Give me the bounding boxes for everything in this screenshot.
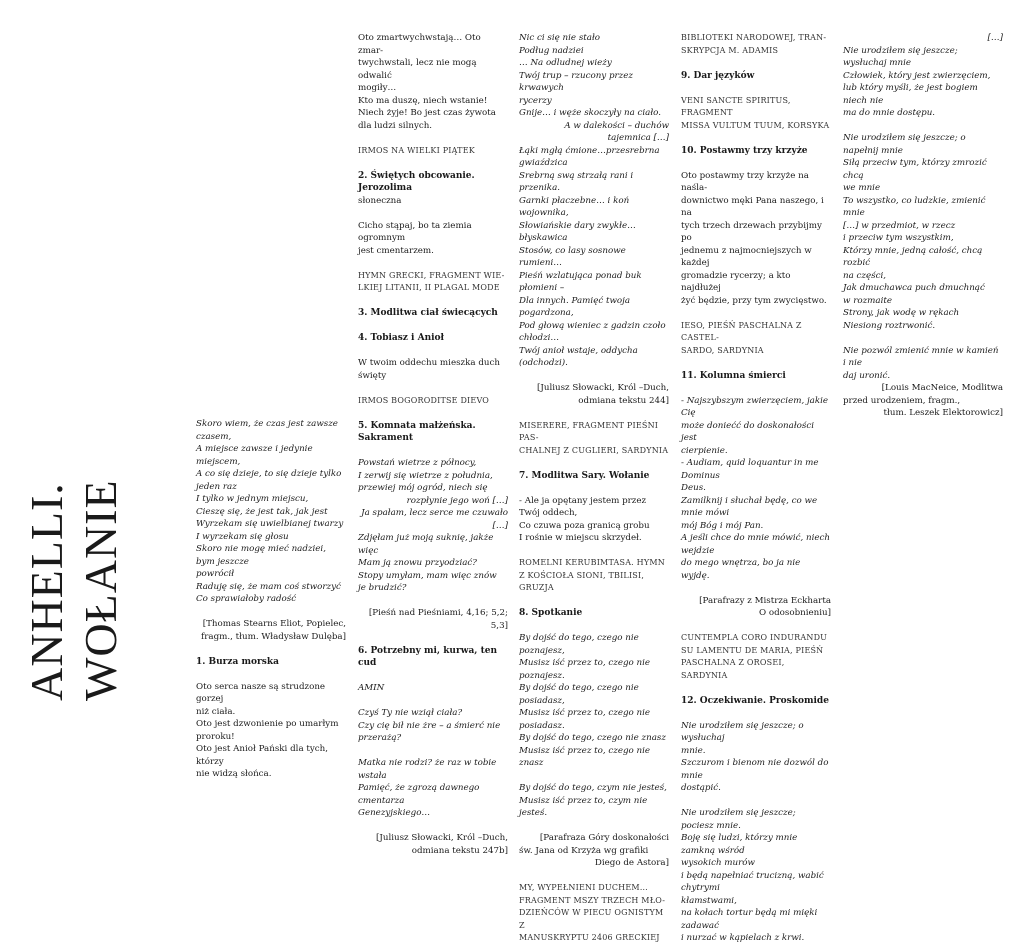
text-line: O odosobnieniu] (758, 608, 831, 618)
text-line: By dojść do tego, czego nie poznajesz, (519, 633, 639, 656)
text-line: i będą napełniać trucizną, wabić chytrymi (681, 870, 824, 893)
text-line: święty (358, 370, 387, 381)
text-line: Strony, jak wodę w rękach (843, 308, 960, 318)
text-line: Co czuwa poza granicą grobu (519, 520, 650, 531)
text-line: mogiły… (358, 83, 397, 93)
text-line: Oto jest Anioł Pański dla tych, którzy (196, 744, 329, 767)
text-line: I rośnie w miejscu skrzydeł. (519, 533, 642, 543)
blank-line (681, 682, 831, 695)
blank-line (358, 157, 508, 170)
blank-line (358, 345, 508, 358)
text-line: Nie pozwól zmienić mnie w kamień i nie (843, 345, 999, 368)
text-line: MY, WYPEŁNIENI DUCHEM… (519, 883, 648, 892)
text-line: 6. Potrzebny mi, kurwa, ten cud (358, 645, 497, 668)
text-line: w rozmaite (843, 295, 892, 306)
text-line: Człowiek, który jest zwierzęciem, (843, 70, 991, 81)
text-line: Pamięć, że zgrozą dawnego cmentarza (358, 783, 480, 806)
text-line: Ja spałam, lecz serce me czuwało […] (361, 508, 508, 531)
text-line: Słowiańskie dary zwykłe… błyskawica (519, 220, 636, 243)
text-line: tych trzech drzewach przybijmy po (681, 220, 822, 243)
text-line: do mego wnętrza, bo ja nie wyjdę. (681, 558, 801, 581)
title-line-1: ANHELLI. (21, 482, 72, 701)
text-line: Szczurom i bienom nie dozwól do mnie (681, 758, 829, 781)
blank-line (681, 620, 831, 633)
text-line: Oto serca nasze są strudzone gorzej (196, 681, 326, 704)
blank-line (843, 332, 1003, 345)
blank-line (519, 370, 669, 383)
text-line: CUNTEMPLA CORO INDURANDU (681, 633, 828, 642)
text-line: A co się dzieje, to się dzieje tylko jeden raz (196, 469, 342, 492)
blank-line (681, 382, 831, 395)
text-line: Nie urodziłem się jeszcze; pociesz mnie. (681, 808, 796, 831)
text-line: SKRYPCJA M. ADAMIS (681, 45, 779, 55)
text-line: niż ciała. (196, 706, 236, 717)
blank-line (358, 445, 508, 458)
blank-line (358, 695, 508, 708)
text-line: 2. Świętych obcowanie. Jerozolima (358, 170, 475, 193)
title-line-2: WOŁANIE (75, 479, 126, 701)
text-line: jest cmentarzem. (358, 245, 434, 256)
text-line: odmiana tekstu 244] (578, 395, 669, 406)
blank-line (519, 545, 669, 558)
text-line: BIBLIOTEKI NARODOWEJ, TRAN- (681, 33, 827, 42)
text-line: na kołach tortur będą mi mięki zadawać (681, 908, 818, 931)
text-line: Czyś Ty nie wziął ciała? (358, 708, 463, 718)
text-line: ma do mnie dostępu. (843, 108, 936, 118)
text-line: 7. Modlitwa Sary. Wołanie (519, 470, 650, 481)
text-line: W twoim oddechu mieszka duch (358, 358, 500, 368)
text-line: powrócił (196, 569, 235, 579)
text-line: 3. Modlitwa ciał świecących (358, 308, 498, 318)
text-line: Genezyjskiego… (358, 808, 431, 818)
text-line: Oto jest dzwonienie po umarłym (196, 719, 339, 729)
text-line: dostąpić. (681, 783, 721, 793)
text-line: […] w przedmiot, w rzecz (843, 220, 956, 231)
text-line: I tylko w jednym miejscu, (196, 494, 309, 504)
text-line: downictwo męki Pana naszego, i na (681, 195, 824, 218)
blank-line (681, 357, 831, 370)
text-line: Cicho stąpaj, bo ta ziemia ogromnym (358, 220, 472, 243)
text-line: Cieszę się, że jest tak, jak jest (196, 506, 328, 517)
text-line: Twój oddech, (519, 508, 578, 518)
text-line: [Parafrazy z Mistrza Eckharta (699, 595, 831, 606)
blank-line (681, 582, 831, 595)
text-line: Twój trup – rzucony przez krwawych (519, 70, 633, 93)
text-line: św. Jana od Krzyża wg grafiki (519, 845, 649, 856)
text-line: To wszystko, co ludzkie, zmienić mnie (843, 195, 986, 218)
text-line: Musisz iść przez to, czego nie znasz (519, 745, 651, 768)
text-line: 11. Kolumna śmierci (681, 370, 786, 381)
text-line: 9. Dar języków (681, 70, 755, 81)
text-line: cierpienie. (681, 445, 728, 456)
blank-line (358, 132, 508, 145)
text-line: przed urodzeniem, fragm., (843, 395, 961, 406)
text-line: [Juliusz Słowacki, Król –Duch, (375, 833, 508, 843)
text-line: Łąki mgłą ćmione…przesrebrna (519, 145, 660, 156)
blank-line (681, 307, 831, 320)
text-line: ROMELNI KERUBIMTASA. HYMN (519, 558, 665, 567)
text-line: odmiana tekstu 247b] (411, 845, 508, 856)
text-line: gromadzie rycerzy; a kto najdłużej (681, 270, 791, 293)
blank-line (358, 320, 508, 333)
text-line: Niesiong roztrwonić. (843, 320, 936, 331)
text-line: 1. Burza morska (196, 656, 279, 667)
text-line: Stopy umyłam, mam więc znów (358, 570, 497, 581)
text-line: nie widzą słońca. (196, 769, 272, 779)
text-line: [Juliusz Słowacki, Król –Duch, (536, 383, 669, 393)
blank-line (196, 643, 346, 656)
text-line: DZIEŃCÓW W PIECU OGNISTYM Z (519, 908, 664, 930)
blank-line (519, 620, 669, 633)
text-line: HYMN GRECKI, FRAGMENT WIE- (358, 270, 505, 280)
text-line: MANUSKRYPTU 2406 GRECKIEJ (519, 933, 660, 942)
text-line: we mnie (843, 183, 881, 193)
text-line: Skoro wiem, że czas jest zawsze czasem, (196, 419, 338, 442)
text-line: Boję się ludzi, którzy mnie zamkną wśród (681, 833, 798, 856)
text-line: Nie urodziłem się jeszcze; wysłuchaj mnie (843, 45, 958, 68)
blank-line (681, 707, 831, 720)
text-line: Czy cię bił nie żre – a śmierć nie (358, 720, 501, 731)
text-line: Nie urodziłem się jeszcze; o napełnij mnie (843, 133, 966, 156)
text-column-1 (196, 418, 346, 781)
text-line: [Thomas Stearns Eliot, Popielec, (202, 619, 346, 629)
text-line: Nic ci się nie stało (519, 33, 601, 43)
text-line: AMIN (358, 683, 385, 693)
text-line: 5. Komnata małżeńska. Sakrament (358, 420, 476, 443)
text-line: PASCHALNA Z OROSEI, SARDYNIA (681, 658, 785, 680)
text-line: By dojść do tego, czym nie jesteś, (519, 783, 667, 793)
page-title (20, 479, 128, 701)
text-line: wysokich murów (681, 858, 755, 868)
text-line: IESO, PIEŚŃ PASCHALNA Z CASTEL- (681, 320, 802, 342)
blank-line (519, 870, 669, 883)
blank-line (358, 257, 508, 270)
text-line: [Pieśń nad Pieśniami, 4,16; 5,2; 5,3] (368, 608, 508, 631)
blank-line (358, 820, 508, 833)
blank-line (843, 120, 1003, 133)
text-line: Oto zmartwychwstają… Oto zmar- (358, 33, 481, 56)
text-line: SU LAMENTU DE MARIA, PIEŚŃ (681, 645, 824, 655)
text-line: IRMOS NA WIELKI PIĄTEK (358, 145, 475, 155)
text-line: By dojść do tego, czego nie posiadasz, (519, 683, 639, 706)
text-line: mnie. (681, 745, 706, 756)
blank-line (519, 770, 669, 783)
text-line: A miejsce zawsze i jedynie miejscem, (196, 444, 313, 467)
blank-line (358, 670, 508, 683)
blank-line (358, 407, 508, 420)
text-line: Garnki płaczebne… i koń wojownika, (519, 195, 630, 218)
blank-line (681, 132, 831, 145)
text-line: - Audiam, quid loquantur in me Dominus (681, 458, 819, 481)
text-line: Raduję się, że mam coś stworzyć (196, 581, 341, 592)
blank-line (519, 482, 669, 495)
text-line: dla ludzi silnych. (358, 120, 433, 131)
text-line: Oto postawmy trzy krzyże na naśla- (681, 170, 809, 193)
text-line: Nie urodziłem się jeszcze; o wysłuchaj (681, 720, 804, 743)
text-line: A w dalekości – duchów tajemnica […] (564, 120, 669, 143)
text-line: Dla innych. Pamięć twoja pogardzona, (519, 295, 630, 318)
text-line: LKIEJ LITANII, II PLAGAL MODE (358, 283, 500, 292)
text-column-4 (681, 32, 831, 945)
blank-line (519, 595, 669, 608)
blank-line (681, 795, 831, 808)
text-line: Wyrzekam się uwielbianej twarzy (196, 519, 344, 529)
text-line: Matka nie rodzi? że raz w tobie wstała (358, 758, 497, 781)
text-line: rycerzy (519, 95, 552, 106)
text-line: daj uronić. (843, 370, 891, 381)
text-line: Musisz iść przez to, czego nie poznajesz. (519, 658, 651, 681)
blank-line (358, 632, 508, 645)
blank-line (519, 457, 669, 470)
text-line: By dojść do tego, czego nie znasz (519, 733, 666, 743)
text-line: przewiej mój ogród, niech się (358, 483, 488, 493)
text-line: jednemu z najmocniejszych w każdej (681, 245, 812, 268)
text-line: Srebrną swą strzałą rani i przenika. (519, 170, 634, 193)
text-line: fragm., tłum. Władysław Dulęba] (201, 631, 346, 642)
blank-line (519, 407, 669, 420)
text-line: Powstań wietrze z północy, (358, 458, 477, 468)
text-line: SARDO, SARDYNIA (681, 345, 764, 355)
text-line: na części, (843, 270, 886, 281)
blank-line (358, 745, 508, 758)
text-line: rozpłynie jego woń […] (406, 495, 508, 506)
text-line: Pieśń wzlatująca ponad buk płomieni – (519, 270, 642, 293)
blank-line (519, 820, 669, 833)
blank-line (358, 207, 508, 220)
text-line: Twój anioł wstaje, oddycha (odchodzi). (519, 345, 638, 368)
text-line: … Na odludnej wieży (519, 58, 612, 68)
text-line: Zdjęłam już moją suknię, jakże więc (358, 533, 494, 556)
text-line: FRAGMENT MSZY TRZECH MŁO- (519, 895, 666, 905)
text-line: CHALNEJ Z CUGLIERI, SARDYNIA (519, 445, 669, 455)
text-column-3 (519, 32, 669, 945)
text-line: Co sprawiałoby radość (196, 594, 297, 604)
text-line: MISERERE, FRAGMENT PIEŚNI PAS- (519, 420, 659, 442)
text-line: Stosów, co lasy sosnowe rumieni… (519, 245, 626, 268)
text-line: [Louis MacNeice, Modlitwa (881, 383, 1003, 393)
text-line: Mam ją znowu przyodziać? (358, 558, 477, 568)
text-line: Siłą przeciw tym, którzy zmrozić chcą (843, 158, 987, 181)
text-line: […] (987, 33, 1003, 43)
text-line: Gnije… i węże skoczyły na ciało. (519, 108, 661, 118)
text-line: Deus. (681, 483, 706, 493)
blank-line (358, 295, 508, 308)
text-line: słoneczna (358, 195, 402, 206)
text-line: lub który myśli, że jest bogiem niech nie (843, 83, 978, 106)
blank-line (196, 606, 346, 619)
text-line: proroku! (196, 731, 235, 742)
text-line: 4. Tobiasz i Anioł (358, 333, 445, 343)
text-line: i nurzać w kąpielach z krwi. (681, 933, 805, 943)
text-line: Niech żyje! Bo jest czas żywota (358, 108, 496, 118)
text-line: i przeciw tym wszystkim, (843, 233, 954, 243)
text-line: I wyrzekam się głosu (196, 531, 289, 542)
blank-line (681, 157, 831, 170)
text-line: może doniećć do doskonałości jest (681, 420, 814, 443)
text-line: VENI SANCTE SPIRITUS, FRAGMENT (681, 95, 791, 117)
text-line: tłum. Leszek Elektorowicz] (883, 408, 1003, 418)
text-line: I zerwij się wietrze z południa, (358, 470, 493, 481)
text-line: - Ale ja opętany jestem przez (519, 495, 647, 506)
blank-line (681, 82, 831, 95)
text-line: 8. Spotkanie (519, 608, 583, 618)
blank-line (196, 668, 346, 681)
text-line: 10. Postawmy trzy krzyże (681, 145, 808, 156)
text-line: chłodzi… (519, 333, 560, 343)
text-line: mój Bóg i mój Pan. (681, 520, 764, 531)
text-line: - Najszybszym zwierzęciem, jakie Cię (681, 395, 829, 418)
text-line: Zamilknij i słuchał będę, co we mnie mówi (681, 495, 818, 518)
text-line: przerażą? (358, 733, 402, 743)
text-line: Skoro nie mogę mieć nadziei, bym jeszcze (196, 544, 326, 567)
text-line: Z KOŚCIOŁA SIONI, TBILISI, GRUZJA (519, 570, 645, 592)
text-line: Którzy mnie, jedną całość, chcą rozbić (843, 245, 983, 268)
text-line: kłamstwami, (681, 895, 737, 906)
text-line: żyć będzie, przy tym zwycięstwo. (681, 295, 827, 306)
text-line: MISSA VULTUM TUUM, KORSYKA (681, 120, 830, 130)
text-line: Kto ma duszę, niech wstanie! (358, 95, 488, 106)
text-line: twychwstali, lecz nie mogą odwalić (358, 58, 477, 81)
text-line: Diego de Astora] (594, 858, 669, 868)
text-line: Jak dmuchawca puch dmuchnąć (843, 283, 985, 293)
blank-line (681, 57, 831, 70)
text-line: gwiaździca (519, 158, 568, 168)
blank-line (358, 595, 508, 608)
text-column-5 (843, 32, 1003, 420)
blank-line (358, 382, 508, 395)
text-line: A jeśli chce do mnie mówić, niech wejdzie (681, 533, 830, 556)
text-line: je brudzić? (358, 583, 407, 593)
text-line: [Parafraza Góry doskonałości (539, 833, 669, 843)
text-line: Podług nadziei (519, 45, 584, 56)
text-column-2 (358, 32, 508, 857)
text-line: Pod głową wieniec z gadzin czoło (519, 320, 666, 331)
text-line: 12. Oczekiwanie. Proskomide (681, 695, 829, 706)
text-line: Musisz iść przez to, czym nie jesteś. (519, 795, 648, 818)
text-line: IRMOS BOGORODITSE DIEVO (358, 395, 490, 405)
text-line: Musisz iść przez to, czego nie posiadasz. (519, 708, 651, 731)
